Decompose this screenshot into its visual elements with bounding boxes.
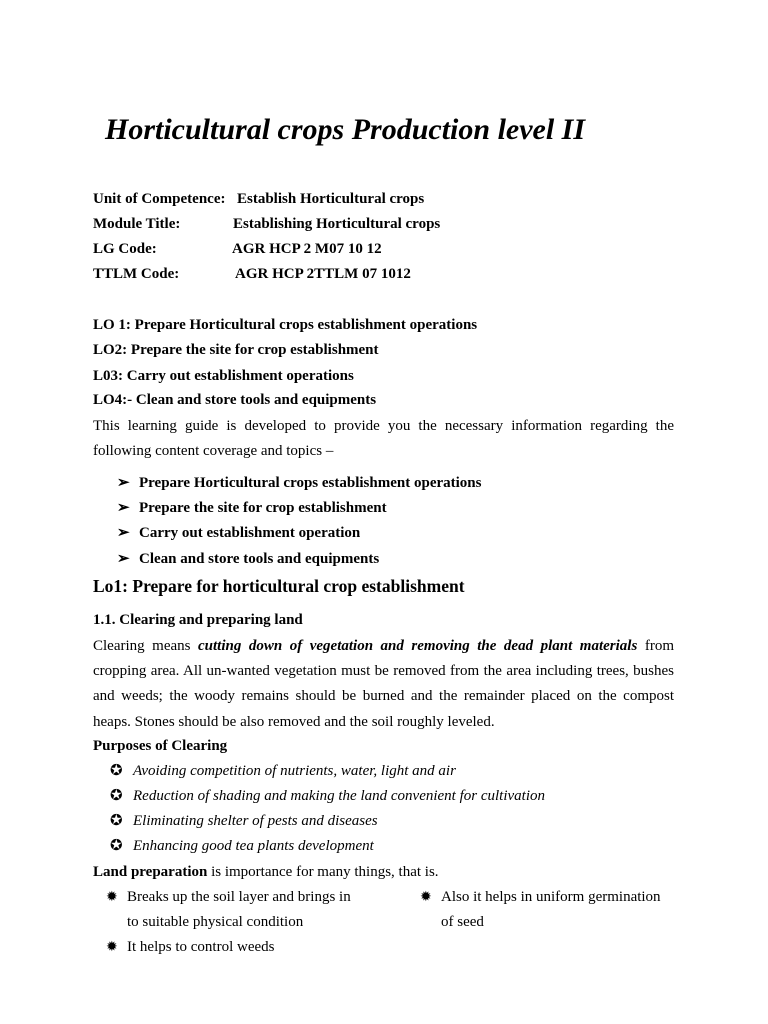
topic-item	[117, 547, 379, 572]
intro-paragraph: This learning guide is developed to provide you the necessary information regarding the following content coverage and topics –	[93, 418, 674, 460]
ttlm-value: AGR HCP 2TTLM 07 1012	[235, 266, 411, 282]
purpose-item	[110, 809, 378, 834]
purposes-heading: Purposes of Clearing	[93, 738, 228, 754]
objective-1: LO 1: Prepare Horticultural crops establishment operations	[93, 317, 478, 333]
topic-item	[117, 471, 481, 496]
arrow-bullet-icon: ➢	[117, 475, 130, 491]
clearing-emphasis: cutting down of vegetation and removing the dead plant materials	[198, 638, 638, 654]
benefit-text: to suitable physical condition	[127, 914, 304, 930]
objective-3: L03: Carry out establishment operations	[93, 368, 354, 384]
benefit-text: Breaks up the soil layer and brings in	[127, 889, 351, 905]
module-value: Establishing Horticultural crops	[233, 216, 441, 232]
lg-code-row	[93, 237, 382, 262]
purpose-text: Enhancing good tea plants development	[133, 838, 374, 854]
purpose-item	[110, 759, 456, 784]
circle-arrow-bullet-icon: ✪	[110, 763, 123, 779]
objective-4: LO4:- Clean and store tools and equipments	[93, 392, 377, 408]
benefit-text: It helps to control weeds	[127, 939, 275, 955]
circle-arrow-bullet-icon: ✪	[110, 838, 123, 854]
land-preparation-line	[93, 860, 439, 885]
burst-bullet-icon: ✹	[106, 940, 118, 955]
clearing-lead: Clearing means	[93, 638, 198, 654]
subsection-heading: 1.1. Clearing and preparing land	[93, 612, 303, 628]
arrow-bullet-icon: ➢	[117, 500, 130, 516]
ttlm-code-row	[93, 262, 411, 287]
topic-text: Clean and store tools and equipments	[139, 551, 380, 567]
topic-text: Prepare the site for crop establishment	[139, 500, 387, 516]
burst-bullet-icon: ✹	[106, 890, 118, 905]
lg-label: LG Code:	[93, 241, 157, 257]
unit-of-competence-row	[93, 187, 425, 212]
module-label: Module Title:	[93, 216, 181, 232]
benefit-text: of seed	[441, 914, 484, 930]
benefit-item	[106, 885, 396, 935]
clearing-rest: from cropping area. All un-wanted vegetation must be removed from the area including trees, bushes and weeds; the woody remains should be burned and the remainder placed on the compost heaps. Stones should be also removed and the soil roughly leveled.	[93, 638, 674, 730]
topic-item	[117, 496, 387, 521]
land-preparation-rest: is importance for many things, that is.	[207, 864, 439, 880]
document-title: Horticultural crops Production level II	[105, 113, 586, 146]
benefit-text: Also it helps in uniform germination	[441, 889, 661, 905]
module-title-row	[93, 212, 441, 237]
land-preparation-term: Land preparation	[93, 864, 208, 880]
topic-text: Prepare Horticultural crops establishment operations	[139, 475, 482, 491]
circle-arrow-bullet-icon: ✪	[110, 788, 123, 804]
arrow-bullet-icon: ➢	[117, 525, 130, 541]
clearing-paragraph	[93, 634, 674, 735]
unit-value: Establish Horticultural crops	[237, 191, 425, 207]
arrow-bullet-icon: ➢	[117, 551, 130, 567]
objective-2: LO2: Prepare the site for crop establishment	[93, 342, 379, 358]
unit-label: Unit of Competence:	[93, 191, 226, 207]
purpose-text: Reduction of shading and making the land convenient for cultivation	[133, 788, 546, 804]
purpose-item	[110, 784, 545, 809]
circle-arrow-bullet-icon: ✪	[110, 813, 123, 829]
burst-bullet-icon: ✹	[420, 890, 432, 905]
section-heading: Lo1: Prepare for horticultural crop establishment	[93, 576, 465, 596]
benefit-item	[420, 885, 680, 935]
purpose-text: Eliminating shelter of pests and diseases	[133, 813, 378, 829]
benefit-item	[106, 935, 396, 960]
purpose-item	[110, 834, 374, 859]
topic-text: Carry out establishment operation	[139, 525, 361, 541]
purpose-text: Avoiding competition of nutrients, water, light and air	[133, 763, 456, 779]
lg-value: AGR HCP 2 M07 10 12	[232, 241, 382, 257]
ttlm-label: TTLM Code:	[93, 266, 180, 282]
topic-item	[117, 521, 360, 546]
